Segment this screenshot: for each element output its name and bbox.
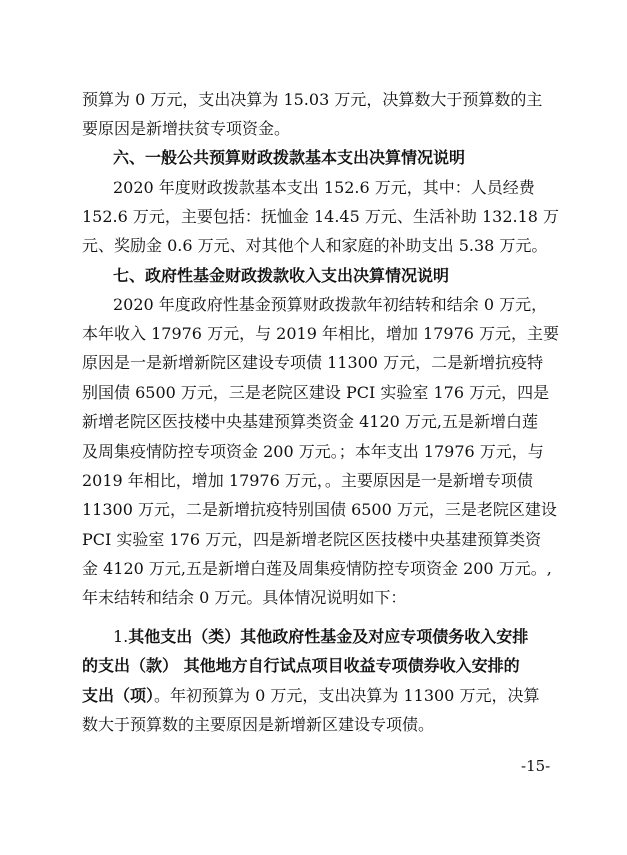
item-text: 。年初预算为 0 万元，支出决算为 11300 万元，决算 bbox=[154, 686, 540, 705]
paragraph-line: 新增老院区医技楼中央基建预算类资金 4120 万元,五是新增白莲 bbox=[82, 412, 538, 431]
paragraph-line: 数大于预算数的主要原因是新增新区建设专项债。 bbox=[82, 715, 435, 734]
page-number: -15- bbox=[521, 757, 551, 775]
item-title-bold: 支出（项） bbox=[82, 686, 155, 705]
paragraph-line: PCI 实验室 176 万元，四是新增老院区医技楼中央基建预算类资 bbox=[82, 530, 542, 549]
section-heading: 七、政府性基金财政拨款收入支出决算情况说明 bbox=[113, 266, 450, 285]
paragraph-line: 别国债 6500 万元，三是老院区建设 PCI 实验室 176 万元，四是 bbox=[82, 383, 550, 402]
paragraph-line: 要原因是新增扶贫专项资金。 bbox=[82, 119, 291, 138]
paragraph-line: 2019 年相比，增加 17976 万元，。主要原因是一是新增专项债 bbox=[82, 471, 533, 490]
paragraph-line: 2020 年度财政拨款基本支出 152.6 万元，其中：人员经费 bbox=[113, 178, 535, 197]
item-title-bold: 其他支出（类）其他政府性基金及对应专项债务收入安排 bbox=[128, 627, 529, 646]
paragraph-line: 及周集疫情防控专项资金 200 万元。；本年支出 17976 万元，与 bbox=[82, 442, 544, 461]
paragraph-line: 预算为 0 万元，支出决算为 15.03 万元，决算数大于预算数的主 bbox=[82, 90, 543, 109]
paragraph-line: 元、奖励金 0.6 万元、对其他个人和家庭的补助支出 5.38 万元。 bbox=[82, 236, 548, 255]
paragraph-line: 年末结转和结余 0 万元。具体情况说明如下： bbox=[82, 588, 407, 607]
paragraph-line: 11300 万元，二是新增抗疫特别国债 6500 万元，三是老院区建设 bbox=[82, 500, 557, 519]
item-line bbox=[113, 627, 528, 647]
paragraph-line: 原因是一是新增新院区建设专项债 11300 万元，二是新增抗疫特 bbox=[82, 353, 544, 372]
item-line bbox=[82, 686, 539, 706]
paragraph-line: 2020 年度政府性基金预算财政拨款年初结转和结余 0 万元， bbox=[113, 295, 548, 314]
paragraph-line: 金 4120 万元,五是新增白莲及周集疫情防控专项资金 200 万元。, bbox=[82, 559, 552, 578]
paragraph-line: 152.6 万元，主要包括：抚恤金 14.45 万元、生活补助 132.18 万 bbox=[82, 207, 560, 226]
section-heading: 六、一般公共预算财政拨款基本支出决算情况说明 bbox=[113, 148, 466, 167]
paragraph-line: 本年收入 17976 万元，与 2019 年相比，增加 17976 万元，主要 bbox=[82, 324, 560, 343]
item-title-bold: 的支出（款） 其他地方自行试点项目收益专项债券收入安排的 bbox=[82, 656, 520, 675]
item-number: 1. bbox=[113, 627, 129, 646]
